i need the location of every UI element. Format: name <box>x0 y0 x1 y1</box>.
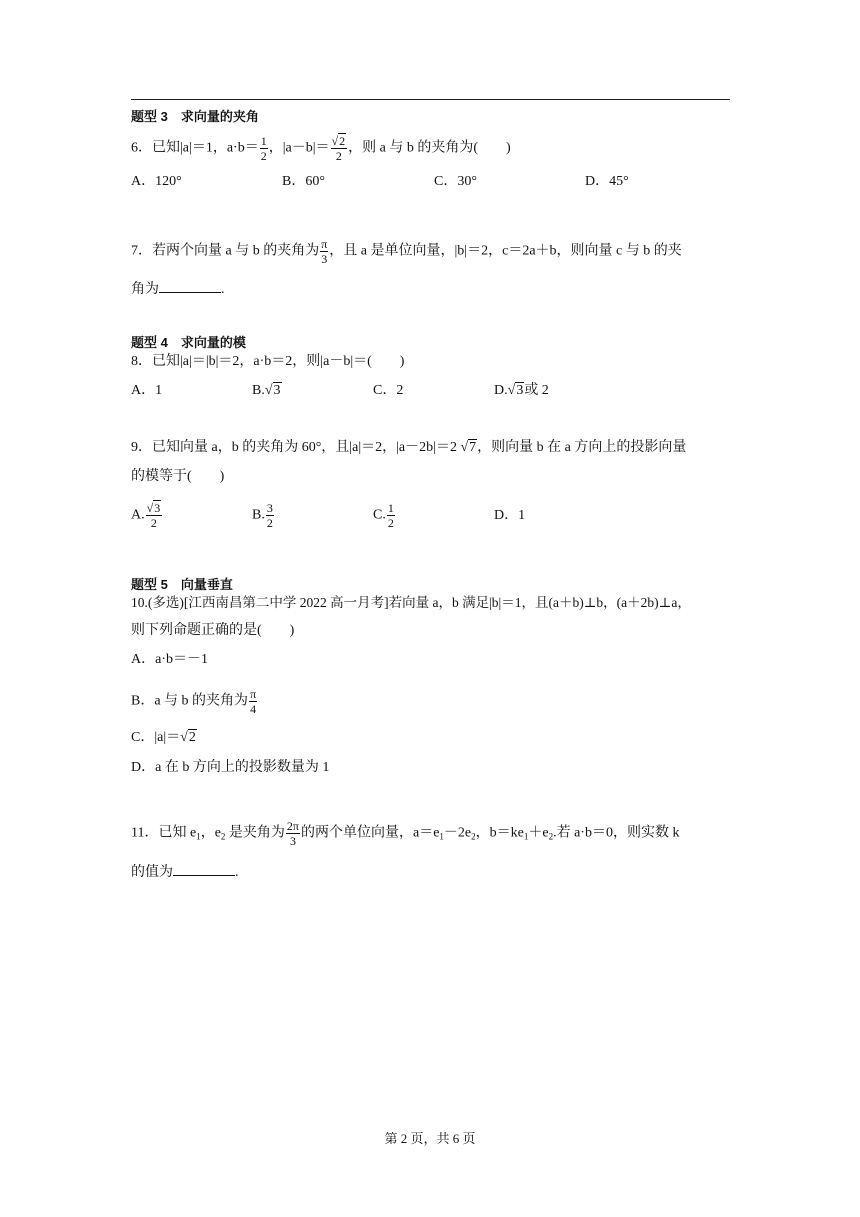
q8-option-b: B.√3 <box>252 383 281 398</box>
q10-option-b: B．a 与 b 的夹角为 $\frac{\pi}{4}$ <box>131 687 257 716</box>
header-rule <box>131 99 730 100</box>
page-footer: 第 2 页，共 6 页 <box>384 1131 476 1146</box>
fraction: $\frac{√2}{2}$ <box>331 134 346 163</box>
question-9-stem: 9．已知向量 a，b 的夹角为 60°，且|a|＝2，|a－2b|＝2 √7，则向量 b 在 a 方向上的投影向量 <box>131 440 687 455</box>
question-7-stem: 7．若两个向量 a 与 b 的夹角为 $\frac{\pi}{3}$ ，且 a 是单位向量，|b|＝2，c＝2a＋b，则向量 c 与 b 的夹 <box>131 237 682 266</box>
q10-option-c: C．|a|＝√2 <box>131 730 196 745</box>
q9-option-b: B. $\frac{3}{2}$ <box>252 501 273 530</box>
q6-option-c: C．30° <box>434 174 477 189</box>
answer-blank <box>173 861 235 876</box>
q6-option-a: A．120° <box>131 174 182 189</box>
q6-option-d: D．45° <box>585 174 629 189</box>
q10-option-d: D．a 在 b 方向上的投影数量为 1 <box>131 760 330 775</box>
question-10-line2: 则下列命题正确的是( ) <box>131 623 295 638</box>
q8-option-d: D.√3或 2 <box>494 383 549 398</box>
q10-option-a: A．a·b＝－1 <box>131 652 208 667</box>
q8-option-c: C．2 <box>373 383 404 398</box>
question-11-stem: 11．已知 $e_1$，$e_2$ 是夹角为 $\frac{2\pi}{3}$ 的两个单位向量，$a=e_1-2e_2$，$b=ke_1+e_2$.若 a·b＝0，则实数 k <box>131 819 680 848</box>
fraction: $\frac{1}{2}$ <box>260 134 267 163</box>
question-11-line2: 的值为 . <box>131 861 239 883</box>
section-title-4: 题型 4 求向量的模 <box>131 335 246 350</box>
fraction: $\frac{\pi}{3}$ <box>321 237 328 266</box>
q8-option-a: A．1 <box>131 383 163 398</box>
section-title-5: 题型 5 向量垂直 <box>131 577 233 592</box>
question-9-line2: 的模等于( ) <box>131 469 225 484</box>
q9-option-d: D．1 <box>494 508 526 523</box>
q9-option-a: A. $\frac{√3}{2}$ <box>131 501 161 530</box>
section-title-3: 题型 3 求向量的夹角 <box>131 109 259 124</box>
answer-blank <box>159 278 221 293</box>
q6-option-b: B．60° <box>282 174 325 189</box>
question-6-stem: 6．已知|a|＝1，a·b＝ $\frac{1}{2}$ ，|a－b|＝ $\frac{√2}{2}$ ，则 a 与 b 的夹角为( ) <box>131 134 511 163</box>
question-7-line2: 角为 . <box>131 278 225 300</box>
question-10-stem: 10.(多选)[江西南昌第二中学 2022 高一月考]若向量 a，b 满足|b|＝1，且(a＋b)⊥b，(a＋2b)⊥a， <box>131 595 691 610</box>
question-8-stem: 8．已知|a|＝|b|＝2，a·b＝2，则|a－b|＝( ) <box>131 354 405 369</box>
q9-option-c: C. $\frac{1}{2}$ <box>373 501 394 530</box>
